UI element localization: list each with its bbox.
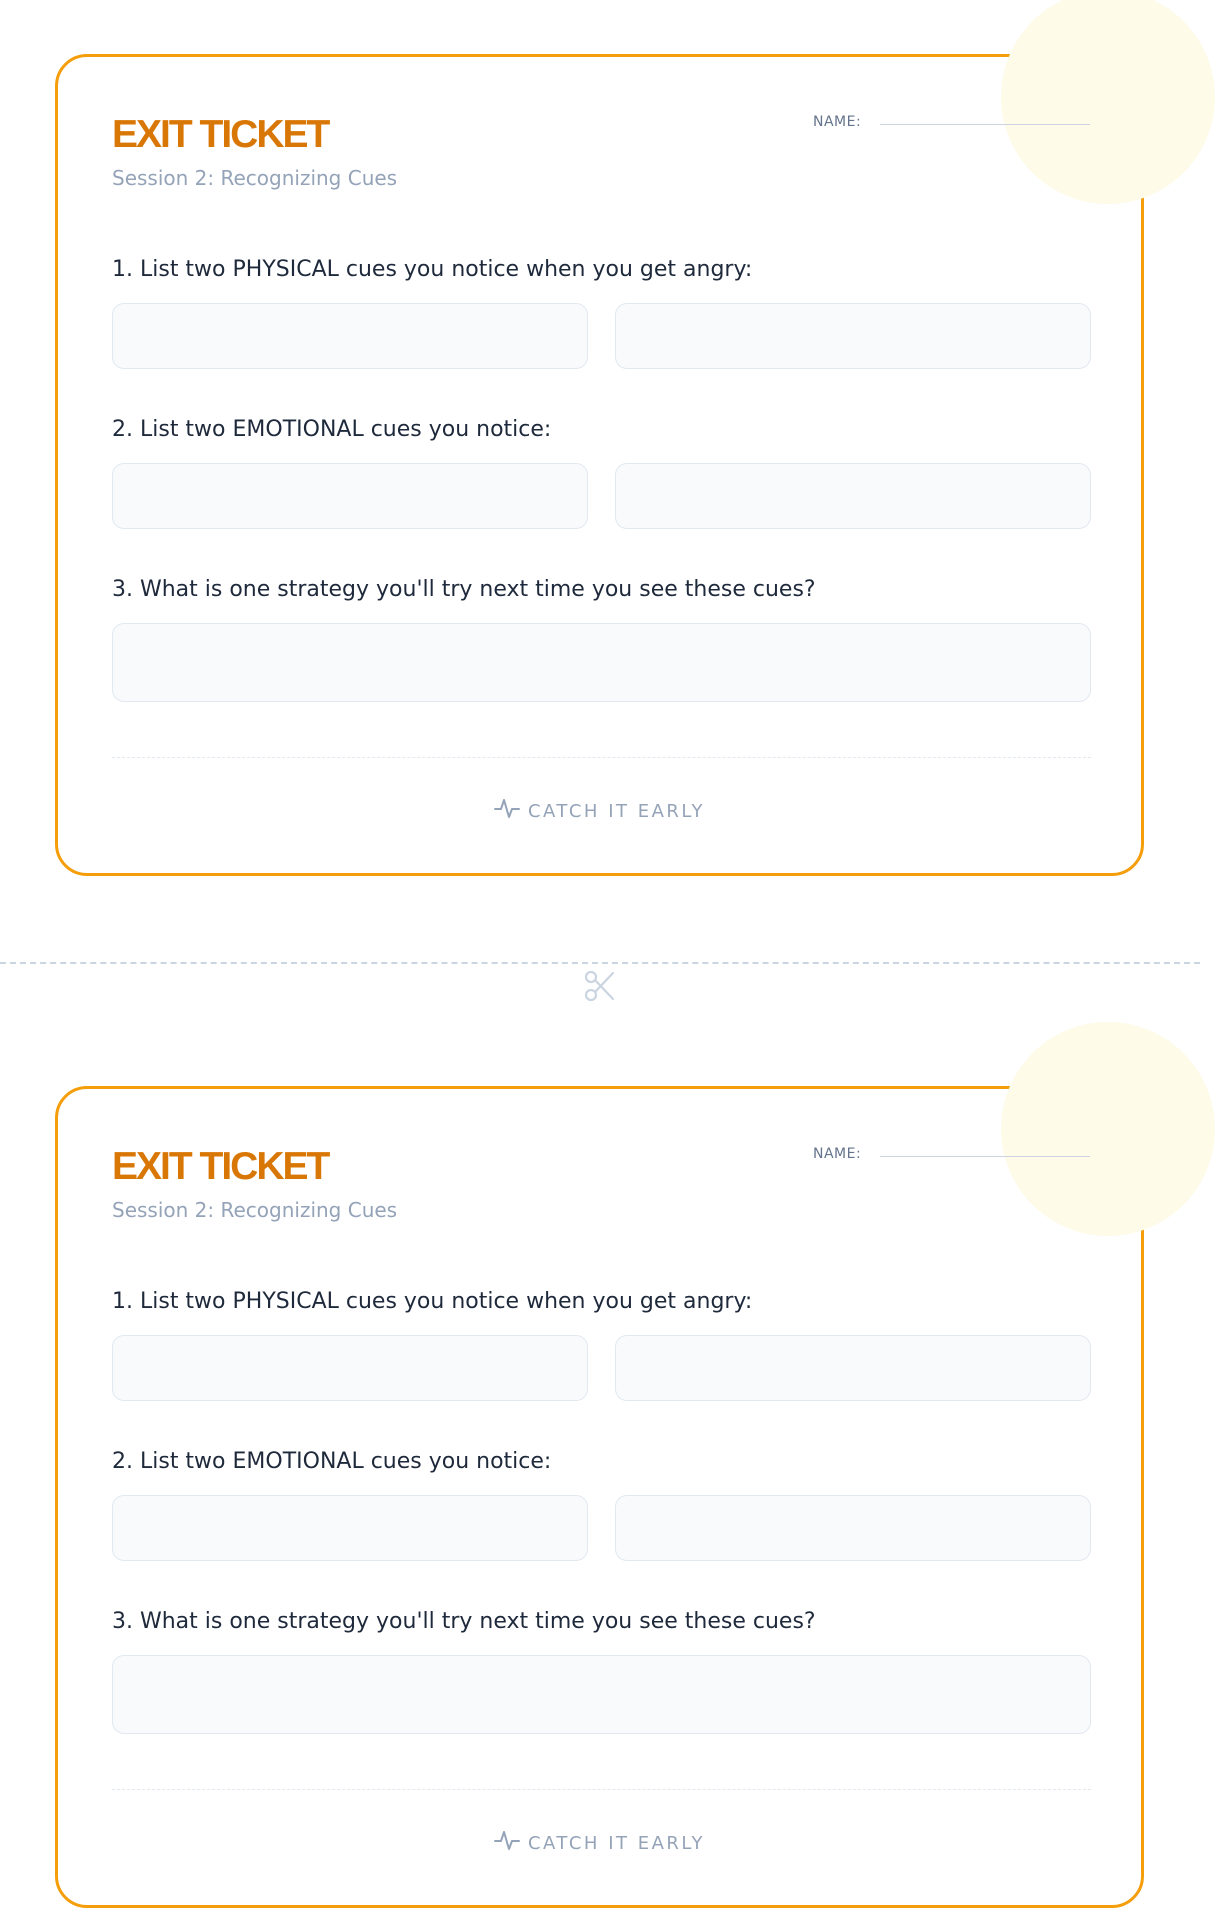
emotional-cue-1-field[interactable]: [112, 1495, 588, 1561]
question-1-text: 1. List two PHYSICAL cues you notice when you get angry:: [112, 257, 753, 282]
physical-cue-2-field[interactable]: [615, 303, 1091, 369]
ticket-footer: [58, 800, 1141, 824]
decorative-circle: [1001, 1022, 1215, 1236]
question-2-text: 2. List two EMOTIONAL cues you notice:: [112, 417, 552, 442]
exit-ticket-card: [55, 54, 1144, 876]
strategy-field[interactable]: [112, 623, 1091, 702]
ticket-subtitle: Session 2: Recognizing Cues: [112, 1198, 398, 1222]
emotional-cue-2-field[interactable]: [615, 1495, 1091, 1561]
footer-divider: [112, 757, 1091, 758]
pulse-icon: [494, 1828, 520, 1856]
footer-text: CATCH IT EARLY: [527, 801, 706, 822]
question-3-text: 3. What is one strategy you'll try next time you see these cues?: [112, 1609, 816, 1634]
name-field-line[interactable]: [880, 1156, 1090, 1157]
strategy-field[interactable]: [112, 1655, 1091, 1734]
ticket-title: EXIT TICKET: [112, 1145, 329, 1188]
physical-cue-1-field[interactable]: [112, 303, 588, 369]
name-label: NAME:: [813, 114, 862, 130]
footer-divider: [112, 1789, 1091, 1790]
name-field-line[interactable]: [880, 124, 1090, 125]
ticket-title: EXIT TICKET: [112, 113, 329, 156]
footer-text: CATCH IT EARLY: [527, 1833, 706, 1854]
cut-line: [0, 962, 1200, 964]
decorative-circle: [1001, 0, 1215, 204]
scissors-icon: [576, 966, 624, 1004]
physical-cue-2-field[interactable]: [615, 1335, 1091, 1401]
name-label: NAME:: [813, 1146, 862, 1162]
question-3-text: 3. What is one strategy you'll try next time you see these cues?: [112, 577, 816, 602]
question-1-text: 1. List two PHYSICAL cues you notice when you get angry:: [112, 1289, 753, 1314]
physical-cue-1-field[interactable]: [112, 1335, 588, 1401]
question-2-text: 2. List two EMOTIONAL cues you notice:: [112, 1449, 552, 1474]
pulse-icon: [494, 796, 520, 824]
ticket-footer: [58, 1832, 1141, 1856]
ticket-subtitle: Session 2: Recognizing Cues: [112, 166, 398, 190]
emotional-cue-2-field[interactable]: [615, 463, 1091, 529]
exit-ticket-card: [55, 1086, 1144, 1908]
emotional-cue-1-field[interactable]: [112, 463, 588, 529]
